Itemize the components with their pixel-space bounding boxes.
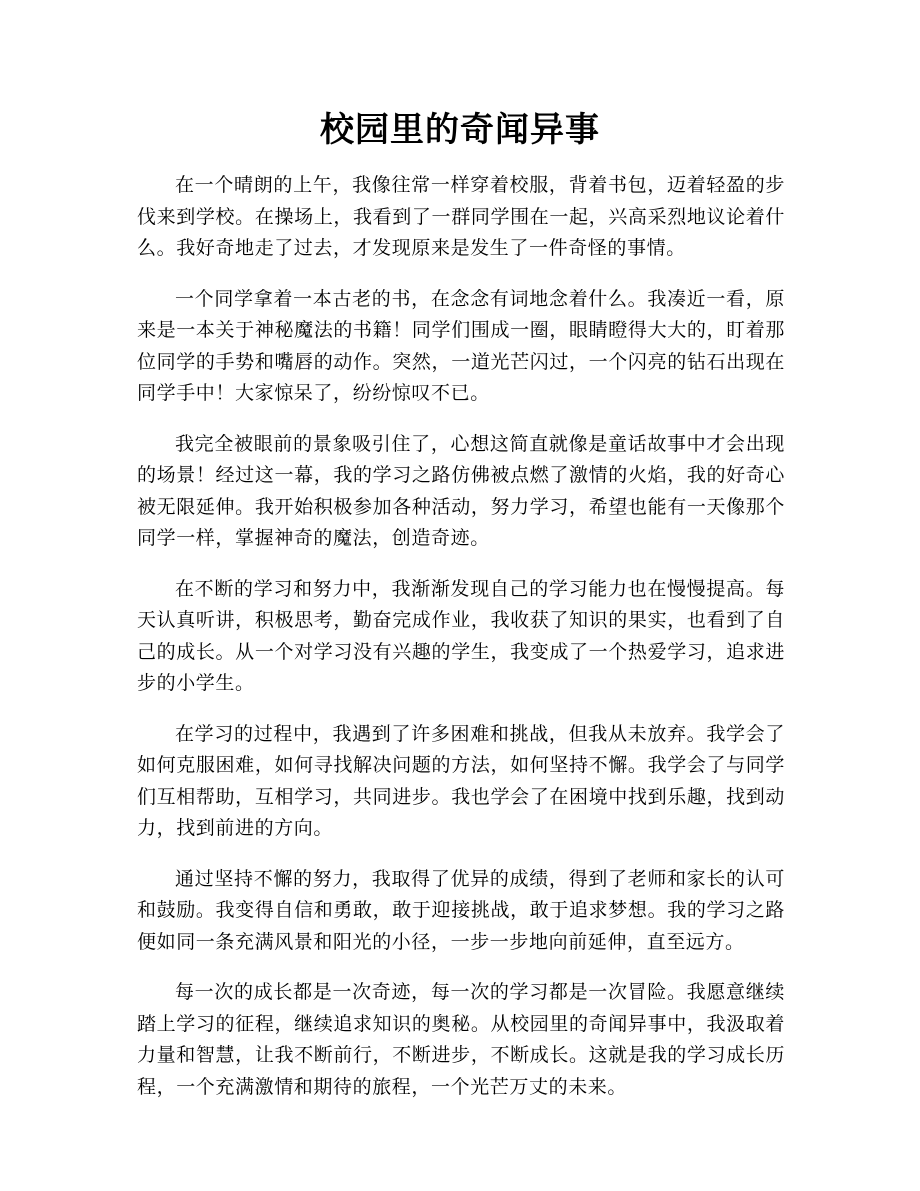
paragraph-2: 一个同学拿着一本古老的书，在念念有词地念着什么。我凑近一看，原来是一本关于神秘魔法的书籍！同学们围成一圈，眼睛瞪得大大的，盯着那位同学的手势和嘴唇的动作。突然，一道光芒闪过，一个闪亮的钻石出现在同学手中！大家惊呆了，纷纷惊叹不已。 xyxy=(137,287,785,404)
paragraph-7: 每一次的成长都是一次奇迹，每一次的学习都是一次冒险。我愿意继续踏上学习的征程，继续追求知识的奥秘。从校园里的奇闻异事中，我汲取着力量和智慧，让我不断前行，不断进步，不断成长。这就是我的学习成长历程，一个充满激情和期待的旅程，一个光芒万丈的未来。 xyxy=(137,981,785,1098)
paragraph-4: 在不断的学习和努力中，我渐渐发现自己的学习能力也在慢慢提高。每天认真听讲，积极思考，勤奋完成作业，我收获了知识的果实，也看到了自己的成长。从一个对学习没有兴趣的学生，我变成了一个热爱学习，追求进步的小学生。 xyxy=(137,577,785,694)
paragraph-3: 我完全被眼前的景象吸引住了，心想这简直就像是童话故事中才会出现的场景！经过这一幕，我的学习之路仿佛被点燃了激情的火焰，我的好奇心被无限延伸。我开始积极参加各种活动，努力学习，希望也能有一天像那个同学一样，掌握神奇的魔法，创造奇迹。 xyxy=(137,432,785,549)
document-title: 校园里的奇闻异事 xyxy=(320,110,600,150)
document-body xyxy=(137,170,785,1122)
paragraph-6: 通过坚持不懈的努力，我取得了优异的成绩，得到了老师和家长的认可和鼓励。我变得自信和勇敢，敢于迎接挑战，敢于追求梦想。我的学习之路便如同一条充满风景和阳光的小径，一步一步地向前延伸，直至远方。 xyxy=(137,867,785,953)
paragraph-5: 在学习的过程中，我遇到了许多困难和挑战，但我从未放弃。我学会了如何克服困难，如何寻找解决问题的方法，如何坚持不懈。我学会了与同学们互相帮助，互相学习，共同进步。我也学会了在困境中找到乐趣，找到动力，找到前进的方向。 xyxy=(137,722,785,839)
paragraph-1: 在一个晴朗的上午，我像往常一样穿着校服，背着书包，迈着轻盈的步伐来到学校。在操场上，我看到了一群同学围在一起，兴高采烈地议论着什么。我好奇地走了过去，才发现原来是发生了一件奇怪的事情。 xyxy=(137,174,785,259)
